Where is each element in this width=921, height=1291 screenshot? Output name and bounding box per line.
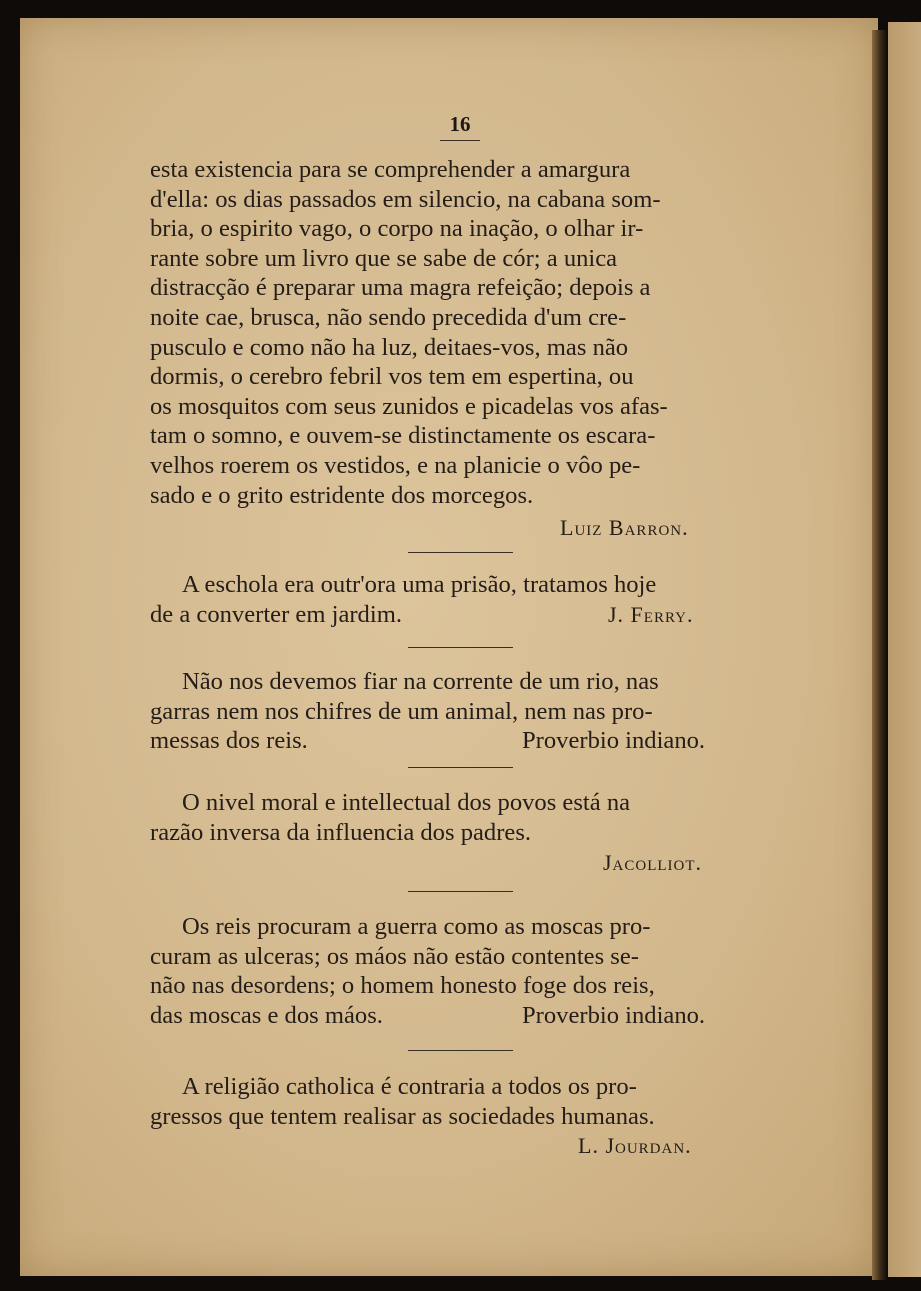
author-signature: J. Ferry. [608,602,694,627]
separator-rule [408,891,513,892]
book-spine [872,30,886,1280]
passage-line: dormis, o cerebro febril vos tem em espertina, ou [150,363,634,391]
separator-rule [408,647,513,648]
author-signature: Jacolliot. [603,850,703,875]
separator-rule [408,552,513,553]
quote-line: Não nos devemos fiar na corrente de um rio, nas [182,668,659,695]
passage-line: rante sobre um livro que se sabe de cór; a unica [150,244,618,272]
author-signature: Luiz Barron. [560,515,689,540]
passage-line: esta existencia para se comprehender a amargura [150,156,631,183]
quote-line: O nivel moral e intellectual dos povos está na [182,789,631,816]
quote-line: razão inversa da influencia dos padres. [150,818,532,846]
quote-line: não nas desordens; o homem honesto foge dos reis, [150,972,655,1000]
passage-line: noite cae, brusca, não sendo precedida d'um cre- [150,303,627,331]
page-number: 16 [449,112,471,136]
quote-line: Os reis procuram a guerra como as moscas pro- [182,913,651,940]
passage-line: distracção é preparar uma magra refeição; depois a [150,274,651,302]
separator-rule [408,767,513,768]
quote-line: curam as ulceras; os máos não estão contentes se- [150,942,639,970]
author-signature: L. Jourdan. [578,1133,692,1158]
passage-line: velhos roerem os vestidos, e na planicie o vôo pe- [150,451,641,479]
quote-line: gressos que tentem realisar as sociedades humanas. [150,1102,655,1130]
separator-rule [408,1050,513,1051]
first-passage [150,155,770,510]
quote-religiao [150,1072,770,1131]
quote-line: garras nem nos chifres de um animal, nem nas pro- [150,697,653,725]
page-number-rule [440,140,480,141]
adjacent-page-edge [888,22,921,1277]
passage-line: bria, o espirito vago, o corpo na inação, o olhar ir- [150,215,644,243]
passage-line: tam o somno, e ouvem-se distinctamente os escara- [150,422,656,450]
quote-line: das moscas e dos máos. [150,1001,383,1029]
passage-line: pusculo e como não ha luz, deitaes-vos, mas não [150,333,629,361]
quote-nivel-moral [150,788,770,847]
quote-line: A eschola era outr'ora uma prisão, tratamos hoje [182,571,657,598]
quote-line: de a converter em jardim. [150,600,402,628]
quote-line: A religião catholica é contraria a todos os pro- [182,1073,637,1100]
passage-line: os mosquitos com seus zunidos e picadelas vos afas- [150,392,668,420]
passage-line: sado e o grito estridente dos morcegos. [150,481,534,509]
passage-line: d'ella: os dias passados em silencio, na cabana som- [150,185,661,213]
author-signature: Proverbio indiano. [522,727,706,754]
author-signature: Proverbio indiano. [522,1002,706,1029]
quote-line: messas dos reis. [150,727,308,755]
